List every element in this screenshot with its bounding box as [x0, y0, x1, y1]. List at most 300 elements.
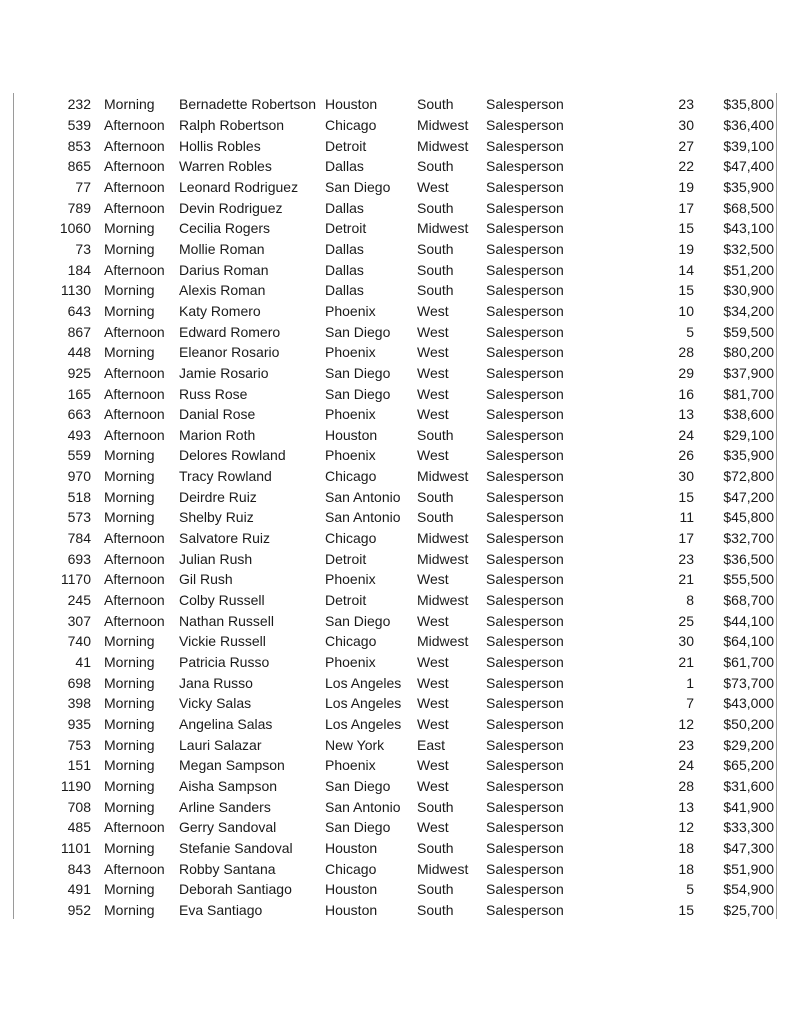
cell-city: Los Angeles: [325, 695, 402, 712]
cell-name: Vicky Salas: [179, 695, 252, 712]
cell-name: Shelby Ruiz: [179, 509, 254, 526]
cell-id: 970: [67, 468, 91, 485]
table-row: [40, 177, 774, 198]
cell-shift: Morning: [104, 468, 155, 485]
cell-region: South: [417, 261, 454, 278]
cell-id: 151: [67, 757, 91, 774]
table-row: [40, 239, 774, 260]
cell-shift: Morning: [104, 798, 155, 815]
cell-id: 663: [67, 406, 91, 423]
table-row: [40, 342, 774, 363]
cell-shift: Afternoon: [104, 550, 165, 567]
cell-region: Midwest: [417, 468, 469, 485]
cell-years: 13: [678, 798, 694, 815]
cell-id: 573: [67, 509, 91, 526]
cell-role: Salesperson: [486, 96, 564, 113]
page-left-border: [13, 93, 14, 919]
cell-region: West: [417, 654, 449, 671]
cell-name: Jamie Rosario: [179, 364, 269, 381]
cell-city: Detroit: [325, 220, 367, 237]
cell-region: Midwest: [417, 137, 469, 154]
cell-id: 740: [67, 633, 91, 650]
cell-years: 17: [678, 199, 694, 216]
cell-salary: $68,500: [723, 199, 774, 216]
cell-years: 18: [678, 839, 694, 856]
cell-years: 24: [678, 757, 694, 774]
cell-years: 22: [678, 158, 694, 175]
cell-shift: Afternoon: [104, 860, 165, 877]
cell-years: 15: [678, 220, 694, 237]
cell-city: San Diego: [325, 385, 391, 402]
cell-role: Salesperson: [486, 901, 564, 918]
cell-city: San Diego: [325, 819, 391, 836]
cell-shift: Afternoon: [104, 819, 165, 836]
cell-years: 11: [679, 509, 694, 526]
table-row: [40, 879, 774, 900]
cell-region: Midwest: [417, 220, 469, 237]
cell-role: Salesperson: [486, 757, 564, 774]
table-row: [40, 425, 774, 446]
table-row: [40, 569, 774, 590]
cell-salary: $45,800: [723, 509, 774, 526]
cell-region: West: [417, 447, 449, 464]
cell-id: 77: [75, 178, 91, 195]
cell-salary: $29,100: [723, 426, 774, 443]
cell-id: 693: [67, 550, 91, 567]
table-row: [40, 817, 774, 838]
cell-shift: Afternoon: [104, 323, 165, 340]
cell-region: South: [417, 881, 454, 898]
cell-city: Detroit: [325, 137, 367, 154]
cell-shift: Morning: [104, 633, 155, 650]
cell-years: 21: [678, 571, 694, 588]
cell-region: West: [417, 777, 449, 794]
cell-id: 935: [67, 716, 91, 733]
cell-city: Phoenix: [325, 447, 376, 464]
cell-name: Hollis Robles: [179, 137, 261, 154]
cell-region: South: [417, 199, 454, 216]
cell-region: South: [417, 798, 454, 815]
cell-name: Eleanor Rosario: [179, 344, 280, 361]
cell-region: South: [417, 158, 454, 175]
table-row: [40, 610, 774, 631]
cell-salary: $41,900: [723, 798, 774, 815]
cell-city: Phoenix: [325, 344, 376, 361]
cell-shift: Morning: [104, 777, 155, 794]
table-row: [40, 590, 774, 611]
cell-id: 245: [67, 592, 91, 609]
table-row: [40, 280, 774, 301]
cell-role: Salesperson: [486, 406, 564, 423]
cell-shift: Afternoon: [104, 406, 165, 423]
cell-salary: $43,000: [723, 695, 774, 712]
cell-role: Salesperson: [486, 447, 564, 464]
cell-role: Salesperson: [486, 302, 564, 319]
cell-salary: $29,200: [723, 736, 774, 753]
cell-salary: $36,400: [723, 116, 774, 133]
cell-region: West: [417, 323, 449, 340]
cell-id: 73: [75, 240, 91, 257]
cell-region: Midwest: [417, 592, 469, 609]
cell-region: West: [417, 302, 449, 319]
cell-city: Dallas: [325, 158, 364, 175]
cell-id: 165: [67, 385, 91, 402]
cell-role: Salesperson: [486, 509, 564, 526]
cell-city: Phoenix: [325, 654, 376, 671]
cell-years: 12: [678, 716, 694, 733]
cell-salary: $36,500: [723, 550, 774, 567]
table-row: [40, 796, 774, 817]
cell-name: Darius Roman: [179, 261, 269, 278]
cell-city: Chicago: [325, 633, 377, 650]
cell-name: Julian Rush: [179, 550, 253, 567]
cell-region: West: [417, 571, 449, 588]
cell-shift: Afternoon: [104, 261, 165, 278]
cell-shift: Morning: [104, 344, 155, 361]
cell-region: West: [417, 819, 449, 836]
cell-shift: Morning: [104, 839, 155, 856]
cell-years: 14: [678, 261, 694, 278]
cell-role: Salesperson: [486, 282, 564, 299]
cell-name: Mollie Roman: [179, 240, 265, 257]
cell-years: 12: [678, 819, 694, 836]
cell-name: Megan Sampson: [179, 757, 285, 774]
cell-shift: Morning: [104, 220, 155, 237]
cell-role: Salesperson: [486, 261, 564, 278]
cell-salary: $64,100: [723, 633, 774, 650]
cell-role: Salesperson: [486, 240, 564, 257]
cell-region: West: [417, 178, 449, 195]
cell-years: 17: [678, 530, 694, 547]
cell-city: Dallas: [325, 282, 364, 299]
cell-region: West: [417, 344, 449, 361]
cell-region: South: [417, 839, 454, 856]
cell-salary: $25,700: [723, 901, 774, 918]
cell-id: 1060: [59, 220, 91, 237]
cell-role: Salesperson: [486, 199, 564, 216]
cell-city: Phoenix: [325, 302, 376, 319]
cell-id: 518: [67, 488, 91, 505]
table-row: [40, 838, 774, 859]
cell-region: West: [417, 757, 449, 774]
cell-region: West: [417, 716, 449, 733]
cell-years: 19: [678, 240, 694, 257]
cell-id: 853: [67, 137, 91, 154]
table-row: [40, 383, 774, 404]
cell-city: New York: [325, 736, 385, 753]
cell-role: Salesperson: [486, 674, 564, 691]
cell-city: Dallas: [325, 240, 364, 257]
cell-role: Salesperson: [486, 839, 564, 856]
cell-salary: $32,500: [723, 240, 774, 257]
cell-years: 30: [678, 468, 694, 485]
cell-city: Phoenix: [325, 571, 376, 588]
cell-region: South: [417, 509, 454, 526]
cell-shift: Afternoon: [104, 158, 165, 175]
table-row: [40, 672, 774, 693]
cell-id: 41: [75, 654, 91, 671]
cell-salary: $51,900: [723, 860, 774, 877]
cell-id: 398: [67, 695, 91, 712]
cell-id: 307: [67, 612, 91, 629]
cell-city: San Diego: [325, 364, 391, 381]
cell-shift: Morning: [104, 488, 155, 505]
table-row: [40, 404, 774, 425]
table-row: [40, 301, 774, 322]
cell-id: 539: [67, 116, 91, 133]
cell-id: 232: [67, 96, 91, 113]
cell-shift: Morning: [104, 240, 155, 257]
cell-shift: Afternoon: [104, 426, 165, 443]
cell-salary: $50,200: [723, 716, 774, 733]
cell-salary: $55,500: [723, 571, 774, 588]
cell-name: Angelina Salas: [179, 716, 273, 733]
cell-shift: Afternoon: [104, 612, 165, 629]
cell-id: 1170: [60, 571, 91, 588]
cell-region: West: [417, 695, 449, 712]
cell-city: Chicago: [325, 530, 377, 547]
cell-role: Salesperson: [486, 881, 564, 898]
cell-salary: $54,900: [723, 881, 774, 898]
table-row: [40, 218, 774, 239]
cell-salary: $30,900: [723, 282, 774, 299]
cell-role: Salesperson: [486, 798, 564, 815]
cell-role: Salesperson: [486, 695, 564, 712]
cell-name: Deborah Santiago: [179, 881, 292, 898]
cell-salary: $80,200: [723, 344, 774, 361]
cell-name: Colby Russell: [179, 592, 265, 609]
cell-years: 28: [678, 344, 694, 361]
cell-city: San Diego: [325, 178, 391, 195]
cell-region: West: [417, 364, 449, 381]
cell-role: Salesperson: [486, 426, 564, 443]
cell-salary: $35,900: [723, 178, 774, 195]
cell-salary: $68,700: [723, 592, 774, 609]
cell-role: Salesperson: [486, 654, 564, 671]
cell-salary: $39,100: [723, 137, 774, 154]
cell-name: Marion Roth: [179, 426, 256, 443]
cell-id: 1130: [60, 282, 91, 299]
cell-years: 27: [678, 137, 694, 154]
cell-name: Tracy Rowland: [179, 468, 272, 485]
cell-shift: Morning: [104, 674, 155, 691]
cell-region: South: [417, 282, 454, 299]
cell-salary: $37,900: [723, 364, 774, 381]
table-row: [40, 466, 774, 487]
cell-city: Detroit: [325, 550, 367, 567]
page-right-border: [776, 93, 777, 919]
cell-years: 5: [686, 323, 694, 340]
cell-name: Cecilia Rogers: [179, 220, 271, 237]
cell-region: South: [417, 240, 454, 257]
table-row: [40, 486, 774, 507]
cell-shift: Morning: [104, 302, 155, 319]
cell-shift: Afternoon: [104, 178, 165, 195]
cell-region: South: [417, 901, 454, 918]
cell-salary: $35,900: [723, 447, 774, 464]
cell-role: Salesperson: [486, 860, 564, 877]
cell-region: Midwest: [417, 550, 469, 567]
cell-city: Houston: [325, 839, 378, 856]
cell-name: Gerry Sandoval: [179, 819, 277, 836]
cell-region: East: [417, 736, 446, 753]
cell-city: Phoenix: [325, 406, 376, 423]
cell-id: 789: [67, 199, 91, 216]
cell-region: Midwest: [417, 860, 469, 877]
cell-shift: Afternoon: [104, 530, 165, 547]
cell-role: Salesperson: [486, 116, 564, 133]
cell-salary: $31,600: [723, 777, 774, 794]
cell-id: 1190: [60, 777, 91, 794]
cell-role: Salesperson: [486, 178, 564, 195]
cell-salary: $51,200: [723, 261, 774, 278]
cell-years: 10: [678, 302, 694, 319]
cell-salary: $44,100: [723, 612, 774, 629]
cell-name: Leonard Rodriguez: [179, 178, 299, 195]
cell-shift: Morning: [104, 654, 155, 671]
cell-shift: Morning: [104, 757, 155, 774]
cell-name: Bernadette Robertson: [179, 96, 316, 113]
cell-years: 15: [678, 282, 694, 299]
cell-years: 16: [678, 385, 694, 402]
cell-role: Salesperson: [486, 736, 564, 753]
cell-id: 1101: [60, 839, 91, 856]
cell-role: Salesperson: [486, 220, 564, 237]
cell-city: Chicago: [325, 468, 377, 485]
cell-name: Russ Rose: [179, 385, 248, 402]
cell-region: Midwest: [417, 116, 469, 133]
cell-role: Salesperson: [486, 633, 564, 650]
cell-city: Dallas: [325, 199, 364, 216]
cell-role: Salesperson: [486, 530, 564, 547]
cell-role: Salesperson: [486, 158, 564, 175]
cell-id: 491: [67, 881, 91, 898]
cell-id: 448: [67, 344, 91, 361]
cell-name: Salvatore Ruiz: [179, 530, 271, 547]
cell-role: Salesperson: [486, 592, 564, 609]
cell-years: 8: [686, 592, 694, 609]
cell-city: Houston: [325, 96, 378, 113]
cell-region: West: [417, 674, 449, 691]
table-row: [40, 734, 774, 755]
cell-id: 753: [67, 736, 91, 753]
cell-years: 25: [678, 612, 694, 629]
cell-name: Jana Russo: [179, 674, 253, 691]
cell-shift: Afternoon: [104, 116, 165, 133]
cell-shift: Afternoon: [104, 592, 165, 609]
cell-id: 865: [67, 158, 91, 175]
cell-city: Houston: [325, 881, 378, 898]
cell-salary: $65,200: [723, 757, 774, 774]
cell-region: West: [417, 385, 449, 402]
cell-role: Salesperson: [486, 716, 564, 733]
table-row: [40, 197, 774, 218]
cell-shift: Afternoon: [104, 364, 165, 381]
cell-id: 485: [67, 819, 91, 836]
cell-salary: $47,300: [723, 839, 774, 856]
cell-years: 29: [678, 364, 694, 381]
cell-name: Stefanie Sandoval: [179, 839, 293, 856]
cell-city: San Diego: [325, 323, 391, 340]
cell-city: Dallas: [325, 261, 364, 278]
cell-salary: $81,700: [723, 385, 774, 402]
cell-years: 26: [678, 447, 694, 464]
cell-role: Salesperson: [486, 323, 564, 340]
cell-role: Salesperson: [486, 571, 564, 588]
cell-years: 23: [678, 550, 694, 567]
cell-name: Devin Rodriguez: [179, 199, 283, 216]
cell-name: Deirdre Ruiz: [179, 488, 257, 505]
employee-table-body: [40, 94, 774, 920]
cell-name: Delores Rowland: [179, 447, 286, 464]
cell-name: Warren Robles: [179, 158, 272, 175]
cell-role: Salesperson: [486, 468, 564, 485]
cell-role: Salesperson: [486, 137, 564, 154]
cell-city: San Diego: [325, 612, 391, 629]
cell-id: 867: [67, 323, 91, 340]
cell-id: 643: [67, 302, 91, 319]
cell-shift: Morning: [104, 96, 155, 113]
cell-years: 15: [678, 488, 694, 505]
cell-city: Chicago: [325, 116, 377, 133]
cell-region: South: [417, 488, 454, 505]
cell-name: Gil Rush: [179, 571, 233, 588]
cell-salary: $47,200: [723, 488, 774, 505]
cell-id: 559: [67, 447, 91, 464]
cell-region: Midwest: [417, 530, 469, 547]
cell-years: 23: [678, 736, 694, 753]
cell-years: 30: [678, 116, 694, 133]
cell-salary: $73,700: [723, 674, 774, 691]
table-row: [40, 693, 774, 714]
cell-shift: Morning: [104, 282, 155, 299]
cell-city: Houston: [325, 426, 378, 443]
cell-salary: $34,200: [723, 302, 774, 319]
cell-role: Salesperson: [486, 385, 564, 402]
cell-years: 23: [678, 96, 694, 113]
cell-city: San Antonio: [325, 798, 401, 815]
cell-salary: $47,400: [723, 158, 774, 175]
cell-region: South: [417, 96, 454, 113]
table-row: [40, 156, 774, 177]
cell-salary: $38,600: [723, 406, 774, 423]
table-row: [40, 900, 774, 921]
cell-name: Robby Santana: [179, 860, 276, 877]
cell-shift: Morning: [104, 881, 155, 898]
cell-city: San Antonio: [325, 488, 401, 505]
employee-table: [40, 94, 774, 920]
cell-role: Salesperson: [486, 550, 564, 567]
cell-shift: Afternoon: [104, 385, 165, 402]
cell-years: 18: [678, 860, 694, 877]
cell-role: Salesperson: [486, 819, 564, 836]
cell-salary: $61,700: [723, 654, 774, 671]
cell-years: 5: [686, 881, 694, 898]
cell-city: Los Angeles: [325, 674, 402, 691]
cell-city: San Diego: [325, 777, 391, 794]
cell-region: South: [417, 426, 454, 443]
cell-name: Aisha Sampson: [179, 777, 278, 794]
cell-years: 21: [678, 654, 694, 671]
cell-shift: Afternoon: [104, 199, 165, 216]
cell-name: Vickie Russell: [179, 633, 266, 650]
cell-name: Lauri Salazar: [179, 736, 262, 753]
cell-city: Los Angeles: [325, 716, 402, 733]
cell-name: Arline Sanders: [179, 798, 271, 815]
cell-salary: $33,300: [723, 819, 774, 836]
table-row: [40, 445, 774, 466]
cell-id: 698: [67, 674, 91, 691]
